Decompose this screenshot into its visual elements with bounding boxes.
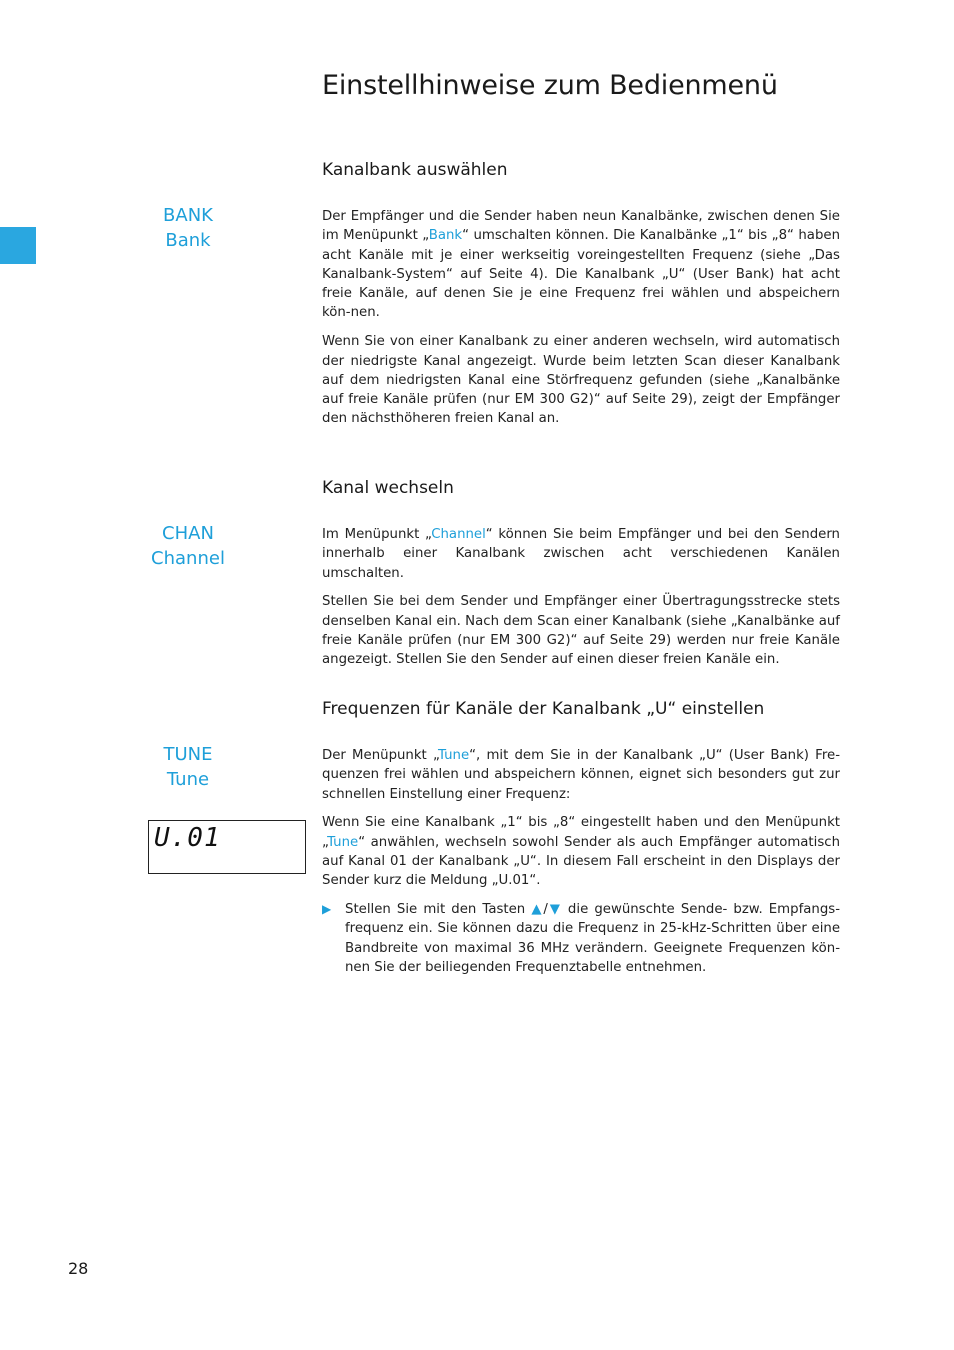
side-label-bank-upper: BANK [163,205,213,226]
side-label-channel-lower: Channel [151,548,225,569]
paragraph: Stellen Sie bei dem Sender und Empfänger einer Übertragungsstrecke stets denselben Kanal ein. Nach dem Scan einer Kanalbank (siehe „Kanalbänke auf freie Kanäle prüfen (nur EM 300 G2)“ auf Seite 29) werden nur freie Kanäle angezeigt. Stellen Sie den Sender auf einen dieser freien Kanäle ein. [322,594,840,668]
lcd-readout: U.01 [154,823,221,853]
bullet-triangle-icon: ▶ [322,902,332,917]
paragraph [322,746,840,804]
text: Im Menüpunkt „ [322,527,432,542]
heading-kanalbank-auswaehlen: Kanalbank auswählen [322,160,508,180]
instruction-step [322,900,840,977]
text: Wenn Sie eine Kanalbank „1“ bis „8“ eingestellt haben und den Menüpunkt „ [322,815,840,850]
paragraph [322,525,840,583]
section-bank-body [322,207,840,438]
text: die gewünschte Sende- bzw. Empfangs-frequenz ein. Sie können dazu die Frequenz in 25-kHz-Schritten über eine Bandbreite von maximal 36 MHz verändern. Geeignete Frequenzen kön-nen Sie der beiliegenden Frequenztabelle entnehmen. [345,902,840,975]
side-label-bank-lower: Bank [165,230,211,251]
up-arrow-icon: ▲ [531,902,544,918]
side-label-tune [128,742,248,792]
heading-frequenzen-einstellen: Frequenzen für Kanäle der Kanalbank „U“ einstellen [322,699,765,719]
text: “, mit dem Sie in der Kanalbank „U“ (User Bank) Fre-quenzen frei wählen und abspeichern können, eignet sich besonders gut zur schnellen Einstellung einer Frequenz: [322,748,840,802]
page-title: Einstellhinweise zum Bedienmenü [322,70,778,101]
side-label-channel [128,521,248,571]
chapter-tab-marker [0,227,36,264]
paragraph [322,207,840,323]
text: “ umschalten können. Die Kanalbänke „1“ bis „8“ haben acht Kanäle mit je einer werkseitig voreingestellten Frequenz (siehe „Das Kanalbank-System“ auf Seite 4). Die Kanalbank „U“ (User Bank) hat acht freie Kanäle, auf denen Sie je eine Frequenz frei wählen und abspeichern kön-nen. [322,228,840,321]
down-arrow-icon: ▼ [547,902,562,918]
page-number: 28 [68,1259,89,1278]
side-label-channel-upper: CHAN [162,523,214,544]
side-label-tune-lower: Tune [166,769,210,790]
text: “ anwählen, wechseln sowohl Sender als auch Empfänger automatisch auf Kanal 01 der Kanalbank „U“. In diesem Fall erscheint in den Displays der Sender kurz die Meldung „U.01“. [322,834,840,889]
menu-term-tune: Tune [327,834,359,850]
text: Der Empfänger und die Sender haben neun Kanalbänke, zwischen denen Sie im Menüpunkt „ [322,209,840,244]
side-label-tune-upper: TUNE [163,744,213,765]
section-channel-body [322,525,840,679]
menu-term-channel: Channel [431,527,486,542]
text: / [543,902,548,918]
text: Stellen Sie mit den Tasten [345,902,532,918]
menu-term-tune: Tune [438,748,470,763]
menu-term-bank: Bank [428,228,463,244]
text: “ können Sie beim Empfänger und bei den Sendern innerhalb einer Kanalbank zwischen acht verschiedenen Kanälen umschalten. [322,527,840,581]
paragraph [322,813,840,890]
lcd-display-illustration [148,820,306,874]
heading-kanal-wechseln: Kanal wechseln [322,478,454,498]
paragraph: Wenn Sie von einer Kanalbank zu einer anderen wechseln, wird automatisch der niedrigste Kanal angezeigt. Wurde beim letzten Scan dieser Kanalbank auf dem niedrigsten Kanal eine Störfrequenz gefunden (siehe „Kanalbänke auf freie Kanäle prüfen (nur EM 300 G2)“ auf Seite 29), zeigt der Empfänger den nächsthöheren freien Kanal an. [322,334,840,427]
side-label-bank [128,203,248,253]
text: Der Menüpunkt „ [322,748,439,763]
section-tune-body [322,746,840,987]
